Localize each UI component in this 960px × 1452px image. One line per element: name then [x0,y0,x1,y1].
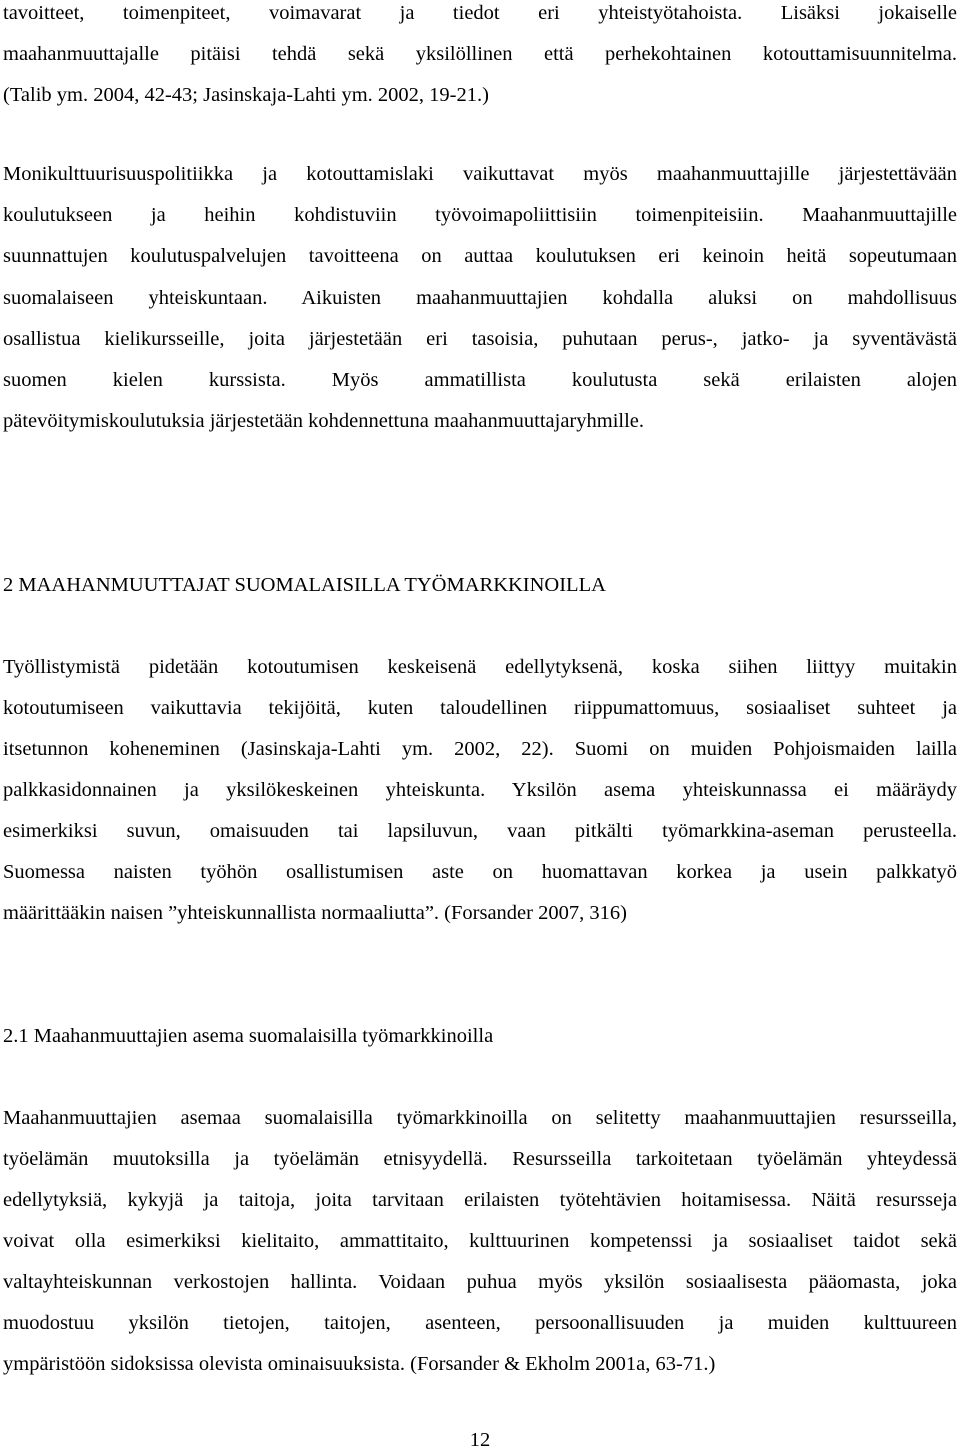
text-line: suomalaiseen yhteiskuntaan. Aikuisten maahanmuuttajien kohdalla aluksi on mahdollisuus [3,287,957,309]
text-line: työelämän muutoksilla ja työelämän etnisyydellä. Resursseilla tarkoitetaan työelämän yhteydessä [3,1148,957,1170]
text-line: Työllistymistä pidetään kotoutumisen keskeisenä edellytyksenä, koska siihen liittyy muitakin [3,656,957,678]
text-line: kotoutumiseen vaikuttavia tekijöitä, kuten taloudellinen riippumattomuus, sosiaaliset suhteet ja [3,697,957,719]
section-heading: 2 MAAHANMUUTTAJAT SUOMALAISILLA TYÖMARKKINOILLA [3,574,606,596]
text-line: suunnattujen koulutuspalvelujen tavoitteena on auttaa koulutuksen eri keinoin heitä sopeutumaan [3,245,957,267]
text-line: osallistua kielikursseille, joita järjestetään eri tasoisia, puhutaan perus-, jatko- ja syventävästä [3,328,957,350]
text-line: itsetunnon koheneminen (Jasinskaja-Lahti ym. 2002, 22). Suomi on muiden Pohjoismaiden lailla [3,738,957,760]
text-line: koulutukseen ja heihin kohdistuviin työvoimapoliittisiin toimenpiteisiin. Maahanmuuttajille [3,204,957,226]
text-line: määrittääkin naisen ”yhteiskunnallista normaaliutta”. (Forsander 2007, 316) [3,902,627,924]
text-line: Suomessa naisten työhön osallistumisen aste on huomattavan korkea ja usein palkkatyö [3,861,957,883]
text-line: valtayhteiskunnan verkostojen hallinta. Voidaan puhua myös yksilön sosiaalisesta pääomasta, joka [3,1271,957,1293]
text-line: suomen kielen kurssista. Myös ammatillista koulutusta sekä erilaisten alojen [3,369,957,391]
text-line: ympäristöön sidoksissa olevista ominaisuuksista. (Forsander & Ekholm 2001a, 63-71.) [3,1353,716,1375]
text-line: Monikulttuurisuuspolitiikka ja kotouttamislaki vaikuttavat myös maahanmuuttajille järjestettävään [3,163,957,185]
text-line: esimerkiksi suvun, omaisuuden tai lapsiluvun, vaan pitkälti työmarkkina-aseman perusteella. [3,820,957,842]
text-line: pätevöitymiskoulutuksia järjestetään kohdennettuna maahanmuuttajaryhmille. [3,410,645,432]
text-line: (Talib ym. 2004, 42-43; Jasinskaja-Lahti ym. 2002, 19-21.) [3,84,489,106]
text-line: muodostuu yksilön tietojen, taitojen, asenteen, persoonallisuuden ja muiden kulttuureen [3,1312,957,1334]
text-line: maahanmuuttajalle pitäisi tehdä sekä yksilöllinen että perhekohtainen kotouttamisuunnitelma. [3,43,957,65]
text-line: edellytyksiä, kykyjä ja taitoja, joita tarvitaan erilaisten työtehtävien hoitamisessa. Näitä resursseja [3,1189,957,1211]
text-line: palkkasidonnainen ja yksilökeskeinen yhteiskunta. Yksilön asema yhteiskunnassa ei määräydy [3,779,957,801]
text-line: Maahanmuuttajien asemaa suomalaisilla työmarkkinoilla on selitetty maahanmuuttajien resursseilla, [3,1107,957,1129]
subsection-heading: 2.1 Maahanmuuttajien asema suomalaisilla työmarkkinoilla [3,1025,494,1047]
text-line: tavoitteet, toimenpiteet, voimavarat ja tiedot eri yhteistyötahoista. Lisäksi jokaiselle [3,2,957,24]
page-number: 12 [469,1429,491,1451]
text-line: voivat olla esimerkiksi kielitaito, ammattitaito, kulttuurinen kompetenssi ja sosiaaliset taidot sekä [3,1230,957,1252]
